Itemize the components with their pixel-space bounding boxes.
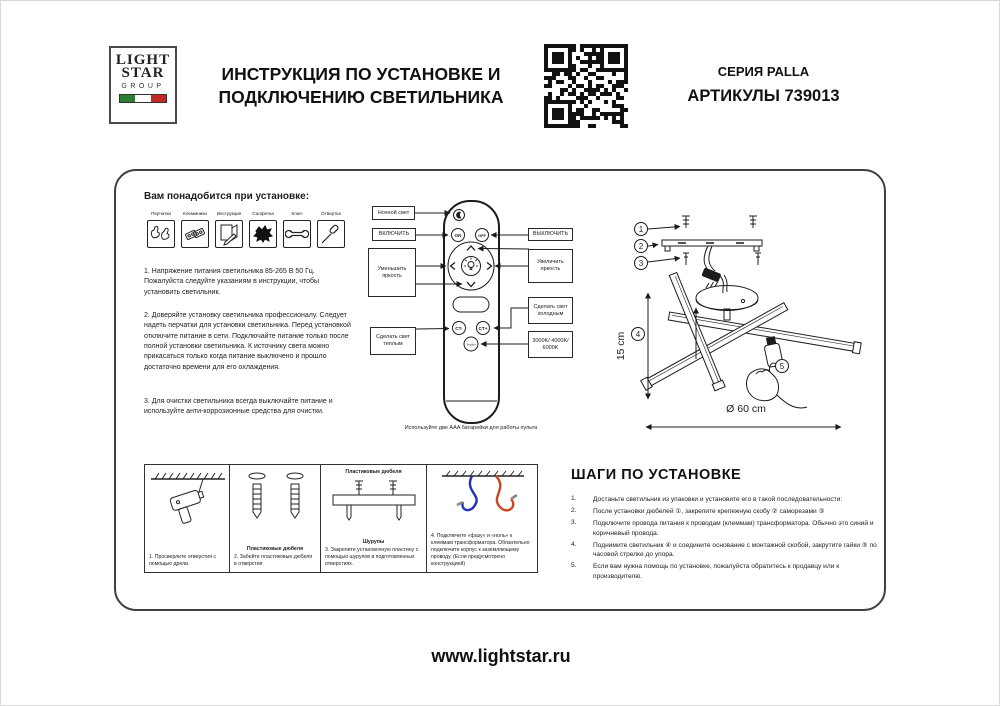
remote-display: [453, 297, 489, 312]
red-wire: [496, 476, 513, 510]
install-panel-4: [426, 464, 538, 573]
callout-2: [635, 240, 659, 253]
svg-text:15 cm: 15 cm: [615, 331, 627, 361]
panel-label-screws: Шурупы: [362, 538, 385, 545]
tool-screwdriver: [314, 211, 348, 248]
step-number: 1.: [571, 495, 577, 502]
callout-5: [776, 360, 789, 373]
moon-icon: [456, 212, 461, 219]
ct-minus-button: [453, 322, 466, 335]
tool-wrench: [280, 211, 314, 248]
label-kelvin-values: 3000K/ 4000K/ 6000K: [528, 331, 573, 358]
remote-battery-caption: Используйте две AAA батарейки для работы пульта: [404, 425, 538, 431]
step-text: Если вам нужна помощь по установке, пожалуйста обратитесь к продавцу или к производителю.: [593, 563, 840, 580]
remote-control: [444, 201, 499, 423]
qr-code: [544, 44, 628, 128]
screwdriver-icon: [317, 220, 345, 248]
logo-word-light: LIGHT: [115, 52, 171, 68]
gloves-icon: [147, 220, 175, 248]
wires-illustration: [427, 465, 537, 531]
arrow-down-icon: [467, 282, 475, 287]
panel-label-dowels-top: Пластиковые дюбеля: [345, 469, 402, 475]
callout-4: [632, 328, 645, 341]
panel-caption: 2. Забейте пластиковые дюбеля в отверстия: [234, 553, 313, 567]
svg-text:Ø 60 cm: Ø 60 cm: [726, 403, 766, 415]
step-text: Достаньте светильник из упаковки и установите его в такой последовательности:: [593, 496, 843, 503]
steps-heading: ШАГИ ПО УСТАНОВКЕ: [571, 467, 742, 483]
svg-text:CT-: CT-: [455, 326, 463, 331]
title-line-1: ИНСТРУКЦИЯ ПО УСТАНОВКЕ И: [221, 64, 501, 84]
label-cold-light: Сделать свет холодным: [528, 297, 573, 324]
step-number: 3.: [571, 519, 577, 527]
hand-with-remote: [747, 336, 807, 408]
manual-icon: [215, 220, 243, 248]
label-night-light: Ночной свет: [372, 206, 415, 220]
arrow-right-icon: [487, 263, 492, 270]
article-number: АРТИКУЛЫ 739013: [687, 87, 840, 105]
brightness-dpad: [448, 242, 494, 290]
svg-text:3: 3: [638, 258, 644, 268]
arrow-left-icon: [451, 263, 456, 270]
svg-text:OFF: OFF: [478, 233, 486, 238]
callout-3: [635, 257, 681, 270]
panel-caption: 3. Закрепите установочную пластину с помощью шурупов в подготовленных отверстиях.: [325, 546, 419, 567]
napkin-icon: [249, 220, 277, 248]
tool-gloves: [144, 211, 178, 248]
step-number: 4.: [571, 540, 577, 548]
bulb-icon: [464, 258, 478, 270]
website-url: www.lightstar.ru: [431, 646, 571, 666]
terminals-icon: [181, 220, 209, 248]
panel-caption: 4. Подключите «фазу» и «ноль» к клеммам трансформатора. Обязательно подключите корпус к заземляющему проводу. (Если предусмотрено конструкцией): [431, 532, 530, 567]
steps-list: [571, 495, 877, 584]
ct-plus-button: [477, 322, 490, 335]
page-title: [181, 63, 541, 109]
blue-wire: [462, 476, 476, 510]
step-text: Поднимите светильник ④ и соедините основание с монтажной скобой, закрутите гайки ⑤ по часовой стрелке до упора.: [593, 541, 877, 559]
logo-word-group: GROUP: [121, 83, 165, 90]
step-row-1: [571, 495, 877, 505]
title-line-2: ПОДКЛЮЧЕНИЮ СВЕТИЛЬНИКА: [218, 86, 504, 107]
label-increase-brightness: Увеличить яркость: [528, 249, 573, 283]
install-panel-2: [229, 464, 321, 573]
diameter-dimension: [646, 403, 841, 427]
italian-flag-icon: [119, 94, 167, 103]
panel-label-dowels: Пластиковые дюбеля: [246, 545, 304, 552]
night-light-button: [454, 210, 465, 221]
wrench-icon: [283, 220, 311, 248]
label-decrease-brightness: Уменьшить яркость: [368, 248, 416, 297]
logo-word-star: STAR: [121, 65, 165, 81]
lightstar-logo: [109, 46, 177, 124]
install-panel-1: [144, 464, 230, 573]
step-number: 5.: [571, 562, 577, 570]
panel-caption: 1. Просверлите отверстия с помощью дрели.: [149, 553, 217, 567]
tool-label: Салфетка: [252, 211, 274, 216]
off-button: [476, 229, 489, 242]
svg-text:ON: ON: [454, 233, 462, 238]
svg-text:1: 1: [638, 224, 644, 234]
svg-text:5: 5: [779, 361, 785, 371]
note-2: 2. Доверяйте установку светильника профессионалу. Следует надеть перчатки для установки светильника. Перед установкой отключите питание в сети. Подключайте питание только после полной установки светильника. К источнику света можно прикасаться только когда питание выключено и прошло достаточно времени для его охлаждения.: [144, 312, 351, 371]
tool-label: Клеммники: [183, 211, 207, 216]
step-row-4: [571, 541, 877, 560]
section-button: [464, 337, 478, 351]
step-text: Подключите провода питания к проводам (клеммам) трансформатора. Обычно это синий и коричневый провода.: [593, 520, 874, 537]
step-number: 2.: [571, 507, 577, 515]
svg-text:Section: Section: [466, 342, 476, 347]
label-warm-light: Сделать свет теплым: [370, 327, 416, 355]
remote-and-fixture-diagram: [356, 196, 886, 446]
tool-napkin: [246, 211, 280, 248]
on-button: [452, 229, 465, 242]
note-1: 1. Напряжение питания светильника 85-265 В 50 Гц. Пожалуйста следуйте указаниям в инструкции, чтобы установить светильник.: [144, 268, 320, 296]
tool-label: Перчатки: [151, 211, 171, 216]
svg-text:CT+: CT+: [478, 326, 488, 331]
step-row-3: [571, 519, 877, 538]
product-info: [656, 64, 871, 106]
tool-terminals: [178, 211, 212, 248]
callout-1: [635, 223, 681, 236]
note-3: 3. Для очистки светильника всегда выключайте питание и используйте анти-коррозионные средства для очистки.: [144, 398, 333, 416]
step-row-5: [571, 562, 877, 581]
svg-text:4: 4: [635, 329, 641, 339]
step-text: После установки дюбелей ①, закрепите крепежную скобу ② саморезами ③: [593, 508, 825, 516]
step-row-2: [571, 507, 877, 517]
label-turn-on: ВКЛЮЧИТЬ: [372, 228, 416, 241]
tool-manual: [212, 211, 246, 248]
tools-heading: Вам понадобится при установке:: [144, 191, 310, 202]
tool-label: Ключ: [291, 211, 303, 216]
tools-row: [144, 211, 352, 248]
dowels-illustration: [230, 465, 320, 546]
tool-label: Инструкция: [216, 211, 242, 216]
label-turn-off: ВЫКЛЮЧИТЬ: [528, 228, 573, 241]
drill-illustration: [145, 465, 229, 552]
callout-lines: [415, 213, 529, 344]
plate-illustration: [321, 475, 426, 539]
arrow-up-icon: [467, 246, 475, 251]
svg-text:2: 2: [638, 241, 644, 251]
tool-label: Отвертка: [321, 211, 341, 216]
install-panel-3: [320, 464, 427, 573]
series-name: СЕРИЯ PALLA: [717, 64, 810, 79]
